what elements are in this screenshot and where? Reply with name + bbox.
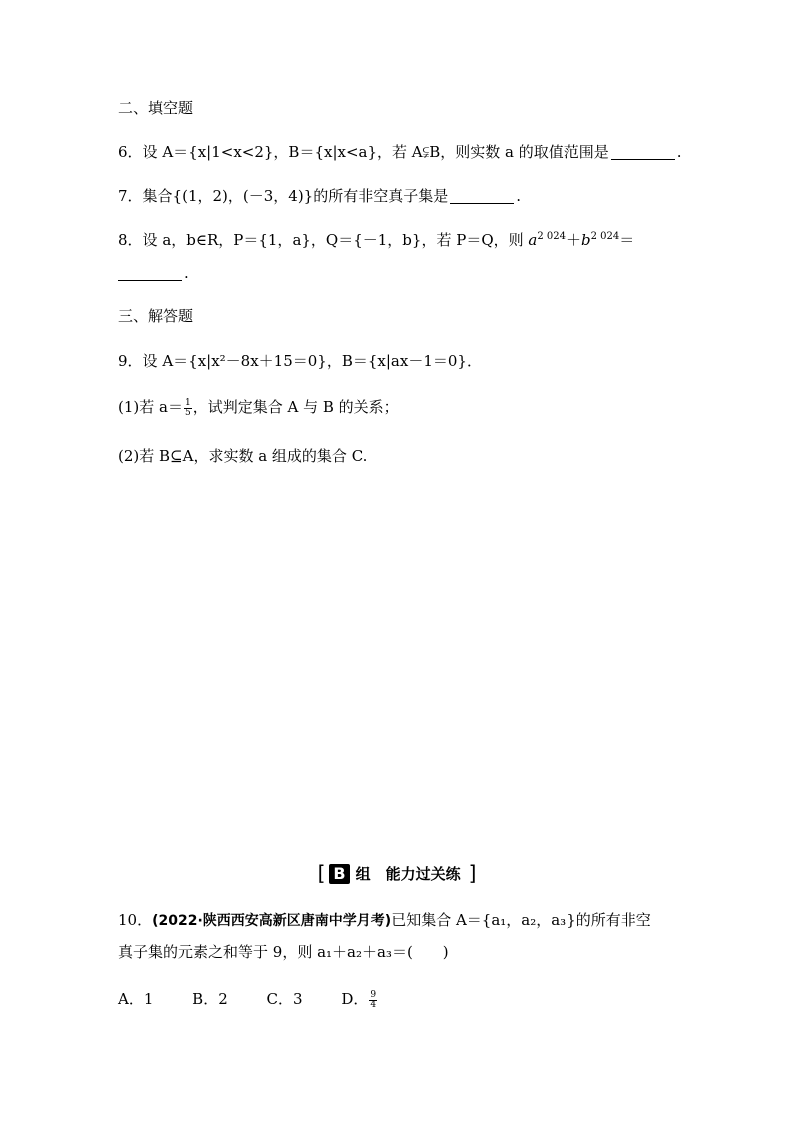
section-heading-solve: 三、解答题 (118, 307, 194, 325)
left-bracket: [ (317, 861, 326, 885)
group-b-badge: B (329, 864, 349, 884)
question-8 (118, 229, 634, 251)
question-9-part-1 (118, 396, 399, 418)
fraction-one-fifth (184, 399, 192, 418)
option-c-value: 3 (293, 990, 303, 1008)
question-7-end: . (516, 187, 521, 205)
fraction-numerator: 1 (184, 397, 191, 408)
fraction-nine-fourths (369, 991, 377, 1010)
answer-blank-8[interactable] (118, 266, 182, 281)
option-b[interactable] (192, 988, 228, 1010)
fraction-denominator: 5 (184, 407, 191, 418)
question-6-text: 设 A＝{x|1<x<2}，B＝{x|x<a}，若 A⫋B，则实数 a 的取值范围是 (142, 143, 609, 161)
question-8-number: 8． (118, 231, 143, 249)
section-heading-fill-in: 二、填空题 (118, 99, 194, 117)
option-d[interactable] (341, 988, 378, 1010)
question-9-text: 设 A＝{x|x²－8x＋15＝0}，B＝{x|ax－1＝0}． (142, 352, 482, 370)
question-9-part-1-prefix: (1)若 a＝ (118, 398, 183, 416)
question-7-number: 7． (118, 187, 143, 205)
question-7 (118, 185, 521, 207)
option-b-label: B． (192, 990, 219, 1008)
right-bracket: ] (468, 861, 477, 885)
group-b-label: 组 能力过关练 (355, 865, 461, 883)
question-9-part-1-suffix: ，试判定集合 A 与 B 的关系； (192, 398, 399, 416)
answer-blank-6[interactable] (611, 145, 675, 160)
question-9 (118, 350, 482, 372)
question-6 (118, 141, 682, 163)
question-8-line2 (118, 262, 189, 284)
question-6-number: 6． (118, 143, 143, 161)
question-9-part-2: (2)若 B⊆A，求实数 a 组成的集合 C. (118, 447, 368, 465)
option-c-label: C． (266, 990, 294, 1008)
question-10-line2: 真子集的元素之和等于 9，则 a₁＋a₂＋a₃＝( ) (118, 943, 449, 961)
question-10-source: (2022·陕西西安高新区唐南中学月考) (152, 913, 392, 929)
fraction-numerator: 9 (370, 989, 377, 1000)
option-a-value: 1 (143, 990, 154, 1008)
group-b-heading (0, 860, 794, 887)
option-b-value: 2 (218, 990, 228, 1008)
option-d-label: D． (341, 990, 369, 1008)
question-10-options (118, 988, 412, 1010)
question-8-text: 设 a，b∈R，P＝{1，a}，Q＝{－1，b}，若 P＝Q，则 (142, 231, 524, 249)
question-10-text: 已知集合 A＝{a₁，a₂，a₃}的所有非空 (391, 911, 651, 929)
question-6-end: . (676, 143, 682, 161)
question-8-end: . (184, 264, 189, 282)
question-10-number: 10． (118, 911, 153, 929)
question-7-text: 集合{(1，2)，(－3，4)}的所有非空真子集是 (142, 187, 449, 205)
option-a-label: A． (118, 990, 144, 1008)
answer-blank-7[interactable] (450, 189, 514, 204)
fraction-denominator: 4 (370, 999, 377, 1010)
option-a[interactable] (118, 988, 153, 1010)
question-8-expression: $a^{2 024}+b^{2 024}=$ (528, 231, 635, 249)
question-10 (118, 909, 651, 932)
option-c[interactable] (267, 988, 303, 1010)
question-9-number: 9． (118, 352, 143, 370)
